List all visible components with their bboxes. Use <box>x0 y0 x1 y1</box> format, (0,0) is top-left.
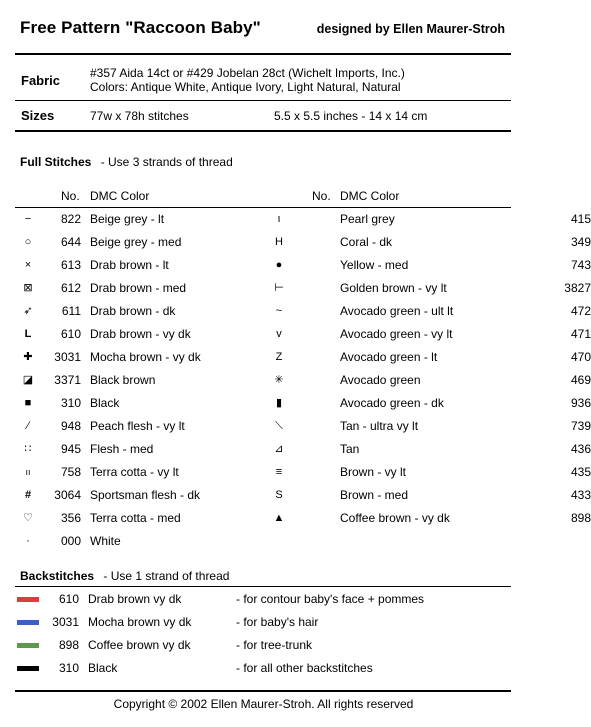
boxed-x-icon: ⊠ <box>23 282 33 294</box>
right-col-color-header: DMC Color <box>340 189 400 203</box>
stitch-row <box>0 416 260 436</box>
dmc-number: 3031 <box>52 615 79 629</box>
stitch-row <box>0 531 260 551</box>
dmc-color-name: Coffee brown - vy dk <box>340 511 450 525</box>
dmc-color-name: Terra cotta - vy lt <box>90 465 179 479</box>
stitch-row <box>260 462 591 482</box>
backstitches-note: - Use 1 strand of thread <box>103 569 230 583</box>
copyright-notice: Copyright © 2002 Ellen Maurer-Stroh. All rights reserved <box>113 697 414 711</box>
legend-top-divider <box>15 207 511 208</box>
x-icon: × <box>24 259 32 271</box>
dmc-number: 898 <box>570 511 591 525</box>
z-icon: Z <box>275 351 283 363</box>
dmc-color-name: Avocado green <box>340 373 421 387</box>
four-dots-icon: ∷ <box>24 443 32 455</box>
dmc-color-name: Tan - ultra vy lt <box>340 419 419 433</box>
dmc-number: 644 <box>60 235 81 249</box>
dmc-color-name: Black <box>88 661 118 675</box>
dmc-number: 000 <box>60 534 81 548</box>
full-stitches-heading <box>20 155 233 169</box>
dmc-number: 356 <box>60 511 81 525</box>
backstitches-title: Backstitches <box>20 569 95 583</box>
stitch-row <box>260 347 591 367</box>
dmc-number: 612 <box>60 281 81 295</box>
dmc-color-name: Black brown <box>90 373 156 387</box>
asterisk-icon: ✳ <box>274 374 284 386</box>
backstitches-heading <box>20 569 229 583</box>
stitch-row <box>0 347 260 367</box>
stitch-row <box>260 370 591 390</box>
header-divider <box>15 53 511 55</box>
dmc-number: 739 <box>570 419 591 433</box>
l-corner-icon: L <box>24 328 32 340</box>
dmc-color-name: Brown - med <box>340 488 409 502</box>
dmc-number: 471 <box>570 327 591 341</box>
dmc-color-name: Peach flesh - vy lt <box>90 419 185 433</box>
dmc-color-name: Drab brown - vy dk <box>90 327 191 341</box>
dmc-number: 433 <box>570 488 591 502</box>
plus-icon: ✚ <box>23 351 33 363</box>
dmc-color-name: Terra cotta - med <box>90 511 181 525</box>
stitch-row <box>0 485 260 505</box>
stitch-row <box>0 439 260 459</box>
stitch-row <box>0 278 260 298</box>
stitch-row <box>260 416 591 436</box>
backstitch-usage: - for tree-trunk <box>236 638 313 652</box>
dmc-number: 936 <box>570 396 591 410</box>
left-col-color-header: DMC Color <box>90 189 150 203</box>
right-col-no-header: No. <box>312 189 331 203</box>
stitch-row <box>0 462 260 482</box>
arrow-icon: ➶ <box>23 305 33 317</box>
fabric-line-2: Colors: Antique White, Antique Ivory, Light Natural, Natural <box>90 80 401 94</box>
stitch-row <box>0 508 260 528</box>
dmc-number: 3031 <box>54 350 81 364</box>
fabric-label: Fabric <box>21 73 61 88</box>
dmc-color-name: Beige grey - lt <box>90 212 165 226</box>
backslash-icon: ⟍ <box>275 420 283 432</box>
dmc-color-name: Drab brown - dk <box>90 304 176 318</box>
sizes-divider <box>15 130 511 132</box>
dmc-number: 3064 <box>54 488 81 502</box>
backstitch-usage: - for contour baby's face + pommes <box>236 592 425 606</box>
dmc-color-name: White <box>90 534 121 548</box>
dmc-color-name: Mocha brown - vy dk <box>90 350 201 364</box>
dmc-number: 948 <box>60 419 81 433</box>
hash-icon: # <box>24 489 32 501</box>
backstitches-divider <box>15 586 511 587</box>
dmc-color-name: Pearl grey <box>340 212 395 226</box>
dash-icon: − <box>24 213 32 225</box>
backstitch-usage: - for all other backstitches <box>236 661 373 675</box>
dmc-color-name: Beige grey - med <box>90 235 182 249</box>
dmc-color-name: Coral - dk <box>340 235 393 249</box>
dmc-number: 435 <box>570 465 591 479</box>
dmc-number: 3827 <box>564 281 591 295</box>
triple-bar-icon: ≡ <box>275 466 283 478</box>
stitch-row <box>260 393 591 413</box>
stitch-row <box>260 485 591 505</box>
h-icon: H <box>275 236 283 248</box>
sizes-stitches: 77w x 78h stitches <box>90 109 189 123</box>
triangle-outline-icon: ⊿ <box>274 443 284 455</box>
s-icon: S <box>275 489 283 501</box>
dmc-color-name: Coffee brown vy dk <box>88 638 191 652</box>
dmc-number: 310 <box>58 661 79 675</box>
double-bar-icon: ıı <box>25 467 31 477</box>
dmc-color-name: Sportsman flesh - dk <box>90 488 201 502</box>
full-stitches-note: - Use 3 strands of thread <box>100 155 233 169</box>
stitch-row <box>0 255 260 275</box>
filled-square-icon: ■ <box>24 397 32 409</box>
filled-circle-icon: ● <box>275 259 283 271</box>
backstitch-row <box>0 635 520 655</box>
fabric-line-1: #357 Aida 14ct or #429 Jobelan 28ct (Wichelt Imports, Inc.) <box>90 66 405 80</box>
tilde-icon: ~ <box>275 305 283 317</box>
dmc-number: 743 <box>570 258 591 272</box>
dmc-color-name: Mocha brown vy dk <box>88 615 192 629</box>
dmc-number: 472 <box>570 304 591 318</box>
stitch-row <box>260 278 591 298</box>
stitch-row <box>260 508 591 528</box>
dmc-color-name: Brown - vy lt <box>340 465 407 479</box>
dmc-number: 610 <box>60 327 81 341</box>
footer-divider <box>15 690 511 692</box>
sizes-dimensions: 5.5 x 5.5 inches - 14 x 14 cm <box>274 109 428 123</box>
dmc-number: 822 <box>60 212 81 226</box>
dmc-number: 611 <box>61 304 81 318</box>
slash-icon: ⁄ <box>27 420 29 432</box>
dmc-number: 469 <box>570 373 591 387</box>
stitch-row <box>260 439 591 459</box>
backstitch-usage: - for baby's hair <box>236 615 319 629</box>
dmc-number: 470 <box>570 350 591 364</box>
stitch-row <box>0 393 260 413</box>
designer-credit: designed by Ellen Maurer-Stroh <box>316 22 505 36</box>
stitch-row <box>260 324 591 344</box>
page-title: Free Pattern "Raccoon Baby" <box>20 18 261 37</box>
stitch-row <box>260 255 591 275</box>
dmc-color-name: Golden brown - vy lt <box>340 281 447 295</box>
dmc-color-name: Avocado green - vy lt <box>340 327 453 341</box>
heart-icon: ♡ <box>23 512 33 524</box>
dmc-number: 758 <box>60 465 81 479</box>
stitch-row <box>260 301 591 321</box>
stitch-row <box>0 301 260 321</box>
stitch-row <box>0 324 260 344</box>
half-filled-square-icon: ◪ <box>22 374 34 386</box>
dot-icon: · <box>26 535 30 547</box>
backstitch-row <box>0 589 520 609</box>
dmc-number: 945 <box>60 442 81 456</box>
dmc-number: 349 <box>570 235 591 249</box>
stitch-row <box>260 232 591 252</box>
dmc-color-name: Drab brown - lt <box>90 258 169 272</box>
stitch-row <box>0 232 260 252</box>
fabric-divider <box>15 100 511 101</box>
full-stitches-title: Full Stitches <box>20 155 92 169</box>
t-tack-icon: ⊢ <box>274 282 284 294</box>
left-col-no-header: No. <box>61 189 80 203</box>
stitch-row <box>0 209 260 229</box>
dmc-color-name: Avocado green - dk <box>340 396 444 410</box>
dmc-number: 415 <box>570 212 591 226</box>
dmc-number: 898 <box>58 638 79 652</box>
backstitch-row <box>0 612 520 632</box>
dmc-color-name: Avocado green - ult lt <box>340 304 454 318</box>
bar-icon: ı <box>277 213 281 225</box>
dmc-color-name: Avocado green - lt <box>340 350 438 364</box>
circle-icon: ○ <box>24 236 32 248</box>
backstitch-row <box>0 658 520 678</box>
dmc-color-name: Tan <box>340 442 360 456</box>
filled-bar-icon: ▮ <box>275 397 283 409</box>
dmc-number: 436 <box>570 442 591 456</box>
v-icon: v <box>276 328 282 340</box>
dmc-color-name: Drab brown vy dk <box>88 592 182 606</box>
stitch-row <box>260 209 591 229</box>
filled-triangle-icon: ▲ <box>273 512 285 524</box>
dmc-number: 3371 <box>54 373 81 387</box>
dmc-color-name: Flesh - med <box>90 442 154 456</box>
dmc-number: 610 <box>58 592 79 606</box>
stitch-row <box>0 370 260 390</box>
dmc-color-name: Drab brown - med <box>90 281 187 295</box>
dmc-color-name: Yellow - med <box>340 258 409 272</box>
sizes-label: Sizes <box>21 108 55 123</box>
dmc-number: 310 <box>60 396 81 410</box>
dmc-color-name: Black <box>90 396 120 410</box>
dmc-number: 613 <box>60 258 81 272</box>
